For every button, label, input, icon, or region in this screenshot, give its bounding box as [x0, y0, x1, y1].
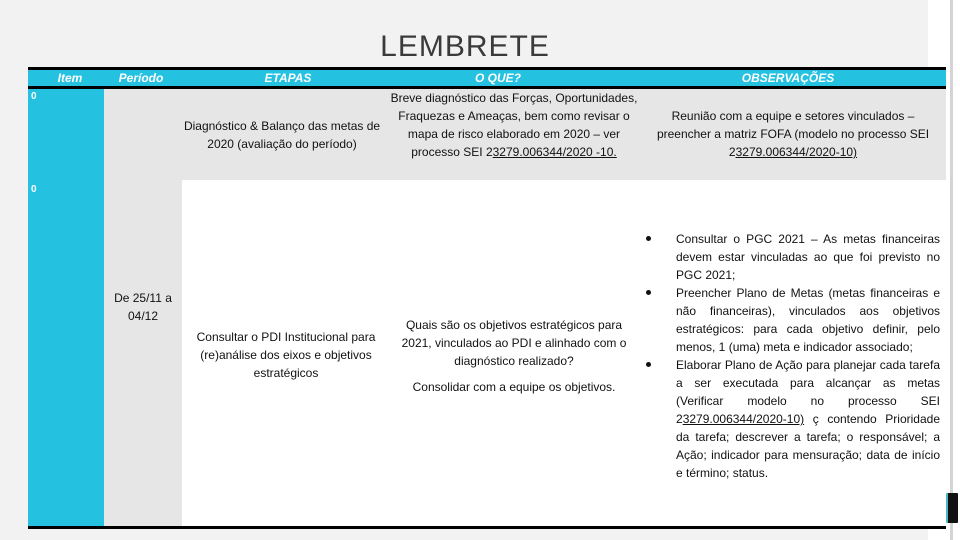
table-bottom-rule — [28, 526, 946, 529]
row-2-oque-note: Consolidar com a equipe os objetivos. — [412, 380, 616, 394]
scroll-handle[interactable] — [946, 493, 958, 523]
side-divider — [950, 0, 953, 540]
row-2-oque-question: Quais são os objetivos estratégicos para 2021, vinculados ao PDI e alinhado com o diagnóstico realizado? — [401, 318, 627, 368]
bullet-icon — [646, 236, 651, 241]
row-2-period: De 25/11 a 04/12 — [114, 291, 172, 323]
header-etapas: ETAPAS — [264, 71, 312, 85]
obs-bullet-1 — [676, 230, 940, 284]
obs-bullet-3-process-link[interactable]: 3279.006344/2020-10) — [682, 412, 805, 426]
row-1-obs-process-link[interactable]: 3279.006344/2020-10) — [735, 145, 858, 159]
obs-bullet-1-text: Consultar o PGC 2021 – As metas financeiras devem estar vinculadas ao que foi previsto no PGC 2021; — [676, 232, 940, 282]
row-1-etapa: Diagnóstico & Balanço das metas de 2020 (avaliação do período) — [183, 119, 381, 151]
obs-bullet-3 — [676, 356, 940, 482]
header-item: Item — [57, 71, 83, 85]
row-1-oque-process-link[interactable]: 3279.006344/2020 -10. — [492, 145, 617, 159]
page-title: LEMBRETE — [380, 30, 550, 63]
reminder-table — [28, 67, 946, 529]
bullet-icon — [646, 362, 651, 367]
obs-bullet-2 — [676, 284, 940, 356]
obs-bullet-3-text: Elaborar Plano de Ação para planejar cada tarefa a ser executada para alcançar as metas (Verificar modelo no processo SEI 2 — [676, 358, 940, 426]
header-observacoes: OBSERVAÇÕES — [741, 71, 835, 85]
row-1-oque — [388, 89, 640, 161]
row-2-oque — [390, 316, 638, 396]
obs-bullet-3-text-cont: ç contendo Prioridade da tarefa; descrever a tarefa; o responsável; a Ação; indicador para mensuração; data de início e término; status. — [676, 412, 940, 480]
header-period: Período — [118, 71, 164, 85]
row-2-item: 0 — [31, 184, 37, 195]
row-2-observacoes-list — [676, 230, 940, 482]
header-oque: O QUE? — [474, 71, 521, 85]
row-1-obs-text: Reunião com a equipe e setores vinculados – preencher a matriz FOFA (modelo no processo SEI 2 — [656, 109, 930, 159]
row-1-observacoes — [648, 107, 938, 161]
row-1-item: 0 — [31, 91, 37, 102]
row-2-etapa: Consultar o PDI Institucional para (re)análise dos eixos e objetivos estratégicos — [196, 330, 376, 380]
obs-bullet-2-text: Preencher Plano de Metas (metas financeiras e não financeiras), vinculados aos objetivos estratégicos: para cada objetivo definir, pelo menos, 1 (uma) meta e indicador associado; — [676, 286, 940, 354]
table-header — [28, 70, 946, 86]
bullet-icon — [646, 290, 651, 295]
item-column — [28, 89, 104, 526]
row-1-oque-text: Breve diagnóstico das Forças, Oportunidades, Fraquezas e Ameaças, bem como revisar o mapa de risco elaborado em 2020 – ver processo SEI 2 — [390, 91, 638, 159]
